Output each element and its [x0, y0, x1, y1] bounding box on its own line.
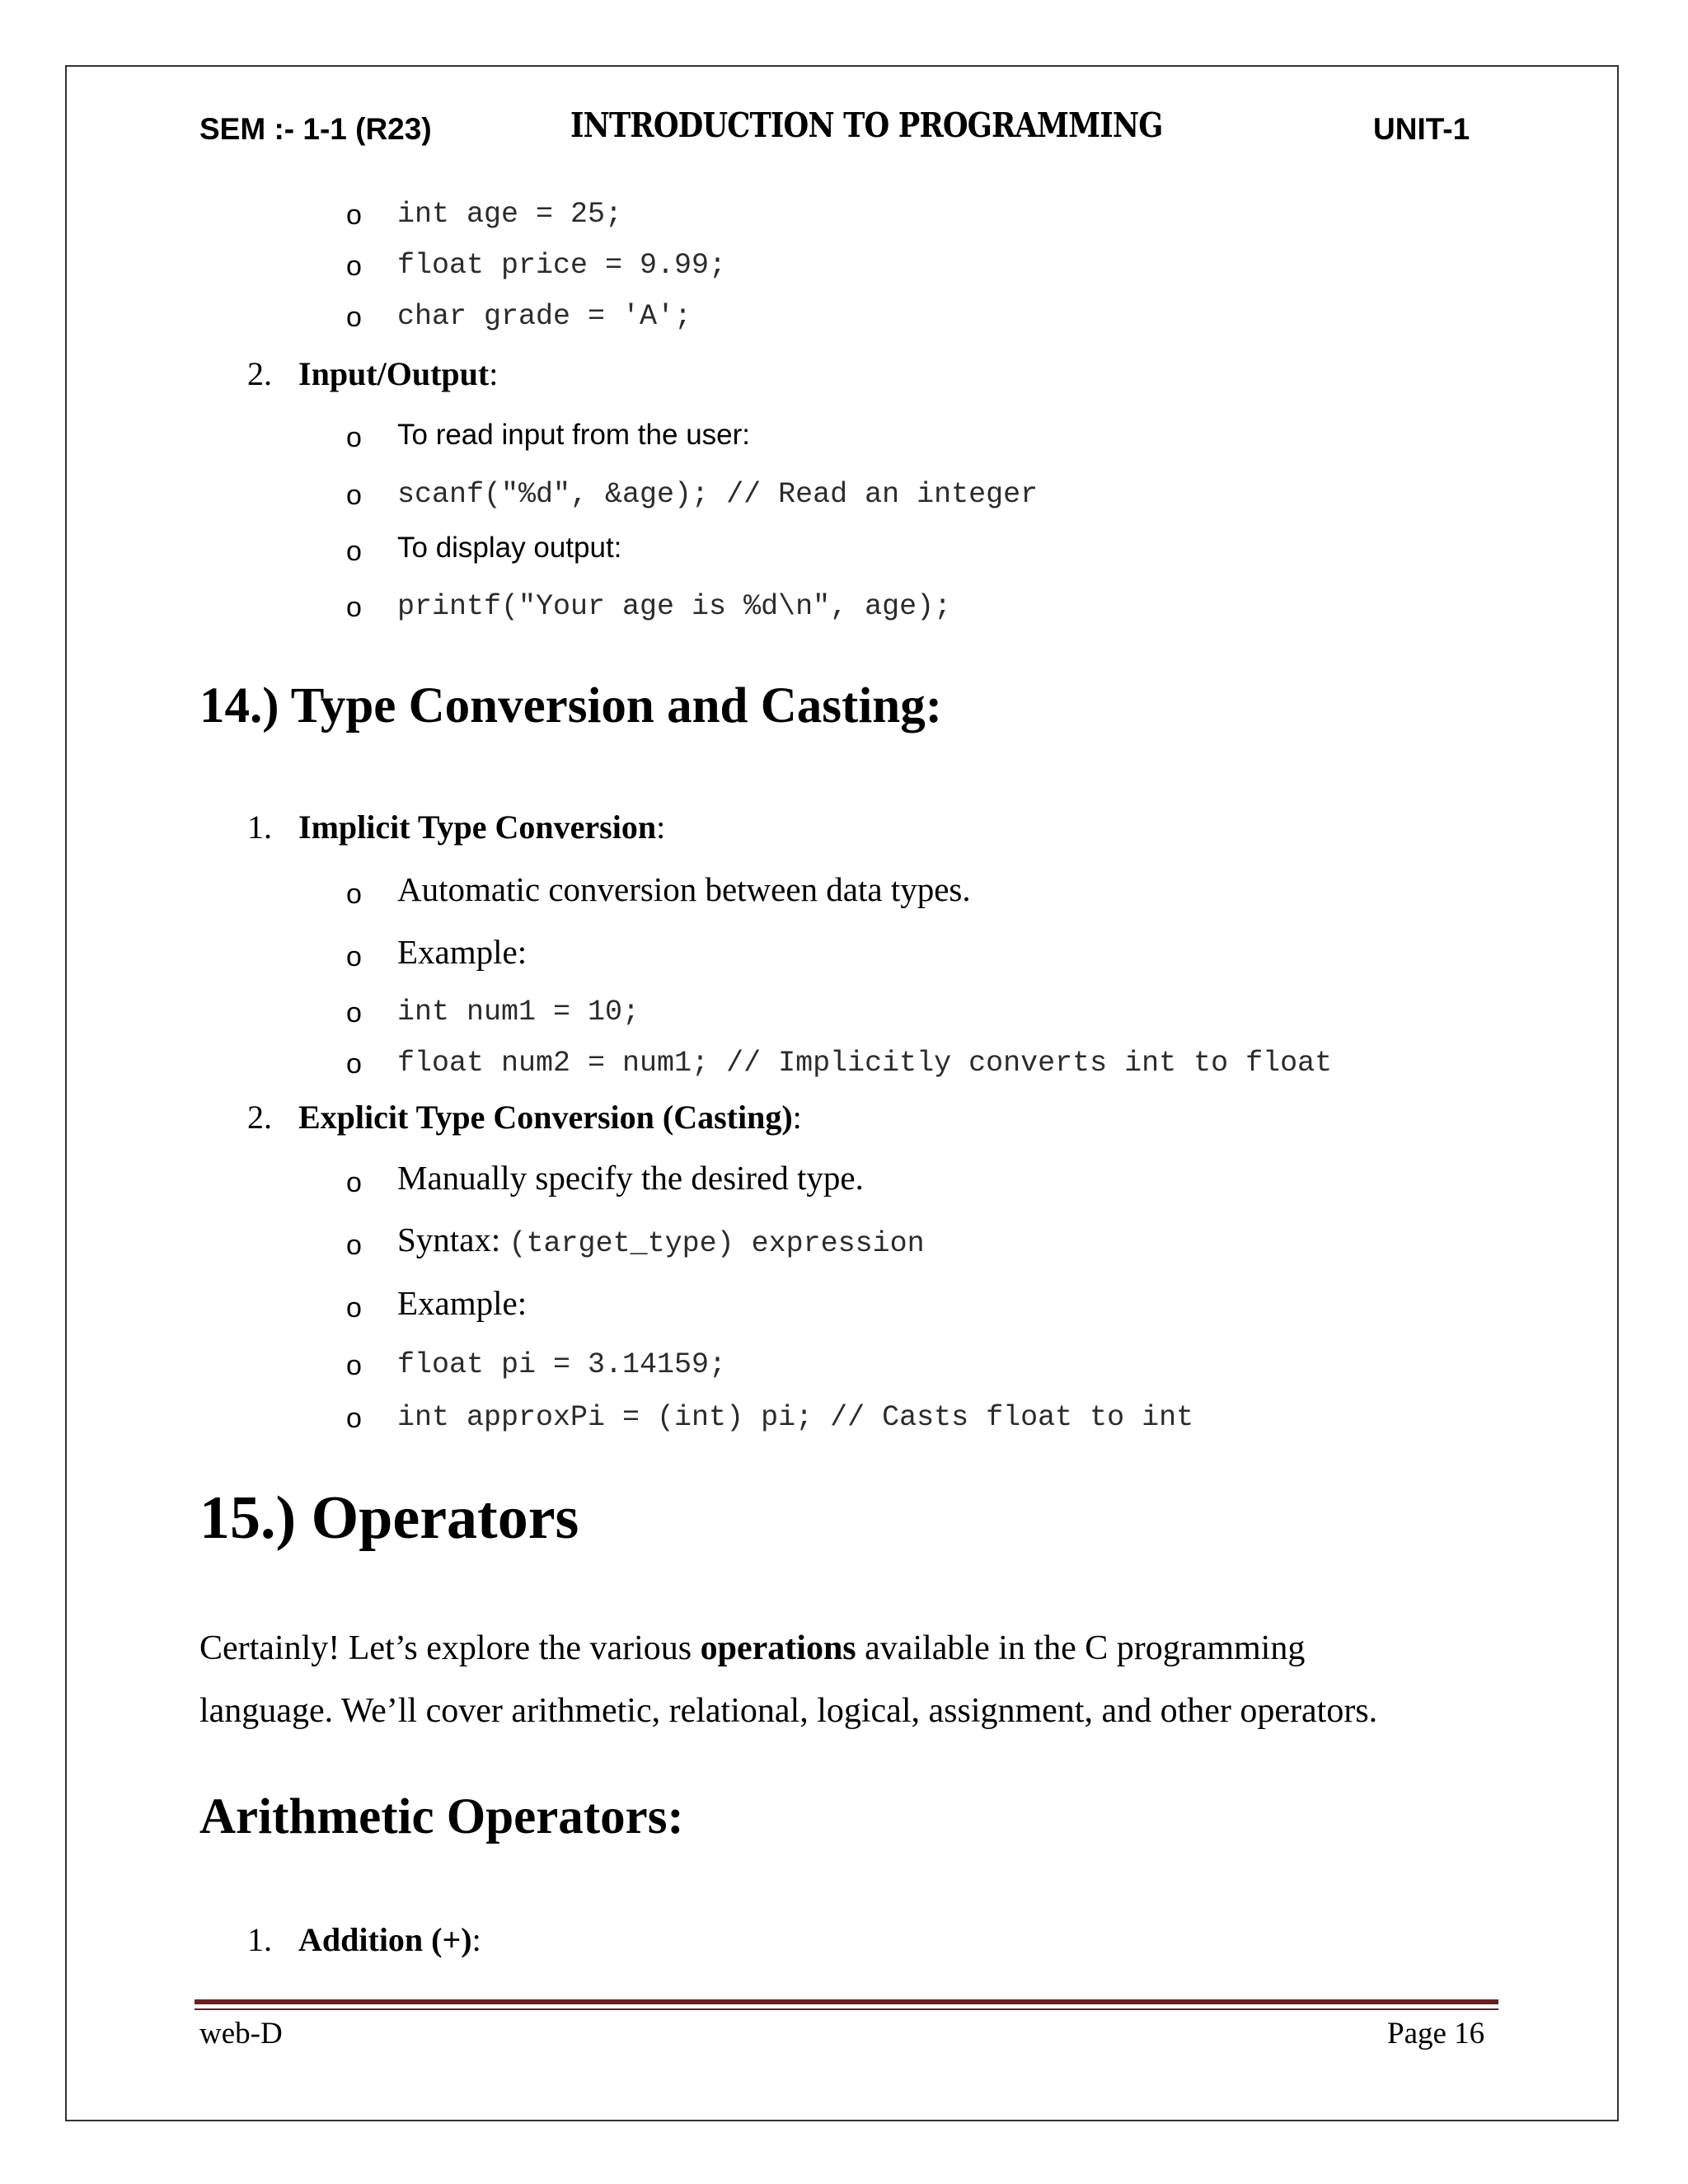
bullet-marker: o: [346, 1403, 362, 1434]
bullet-marker: o: [346, 199, 362, 231]
code-line: int num1 = 10;: [397, 996, 640, 1029]
bullet-marker: o: [346, 592, 362, 623]
bullet-marker: o: [346, 302, 362, 333]
section-heading-15: 15.) Operators: [199, 1484, 579, 1552]
footer-page-number: Page 16: [1387, 2017, 1485, 2050]
list-number: 1.: [247, 1921, 272, 1958]
header-semester: SEM :- 1-1 (R23): [199, 112, 432, 146]
paragraph-line: language. We’ll cover arithmetic, relational, logical, assignment, and other operators.: [199, 1692, 1378, 1730]
paragraph-line: Certainly! Let’s explore the various operations available in the C programming: [199, 1629, 1306, 1667]
code-line: char grade = 'A';: [397, 300, 692, 333]
code-line: int age = 25;: [397, 198, 623, 231]
footer-left: web-D: [199, 2017, 283, 2050]
list-number: 2.: [247, 1099, 272, 1136]
header-course-title: INTRODUCTION TO PROGRAMMING: [570, 105, 1163, 145]
bullet-marker: o: [346, 422, 362, 453]
item-title-input-output: Input/Output:: [298, 355, 499, 392]
list-item-text: Manually specify the desired type.: [397, 1159, 864, 1197]
code-line: float price = 9.99;: [397, 249, 727, 282]
code-line: scanf("%d", &age); // Read an integer: [397, 478, 1039, 511]
item-title-implicit: Implicit Type Conversion:: [298, 808, 666, 846]
item-title-explicit: Explicit Type Conversion (Casting):: [298, 1099, 802, 1136]
code-line: float pi = 3.14159;: [397, 1348, 727, 1381]
bullet-marker: o: [346, 941, 362, 972]
list-item-text: Example:: [397, 1284, 528, 1322]
footer-rule-thin: [195, 2008, 1498, 2010]
item-title-addition: Addition (+):: [298, 1921, 481, 1958]
bullet-marker: o: [346, 1350, 362, 1381]
list-item-text: To read input from the user:: [397, 419, 750, 451]
list-number: 2.: [247, 355, 272, 392]
list-item-text: Automatic conversion between data types.: [397, 870, 971, 908]
section-heading-14: 14.) Type Conversion and Casting:: [199, 678, 943, 733]
bullet-marker: o: [346, 1167, 362, 1198]
bullet-marker: o: [346, 251, 362, 282]
syntax-line: Syntax: (target_type) expression: [397, 1221, 925, 1260]
bullet-marker: o: [346, 536, 362, 567]
bullet-marker: o: [346, 1048, 362, 1080]
bullet-marker: o: [346, 1292, 362, 1324]
bullet-marker: o: [346, 879, 362, 910]
code-line: int approxPi = (int) pi; // Casts float to int: [397, 1401, 1194, 1434]
code-line: float num2 = num1; // Implicitly converts int to float: [397, 1047, 1333, 1080]
list-item-text: Example:: [397, 933, 528, 971]
code-line: printf("Your age is %d\n", age);: [397, 590, 952, 623]
list-number: 1.: [247, 808, 272, 846]
bullet-marker: o: [346, 997, 362, 1029]
footer-rule: [195, 1999, 1498, 2004]
bullet-marker: o: [346, 480, 362, 511]
bullet-marker: o: [346, 1230, 362, 1261]
list-item-text: To display output:: [397, 532, 622, 564]
section-heading-arithmetic: Arithmetic Operators:: [199, 1789, 684, 1844]
header-unit: UNIT-1: [1373, 112, 1470, 146]
